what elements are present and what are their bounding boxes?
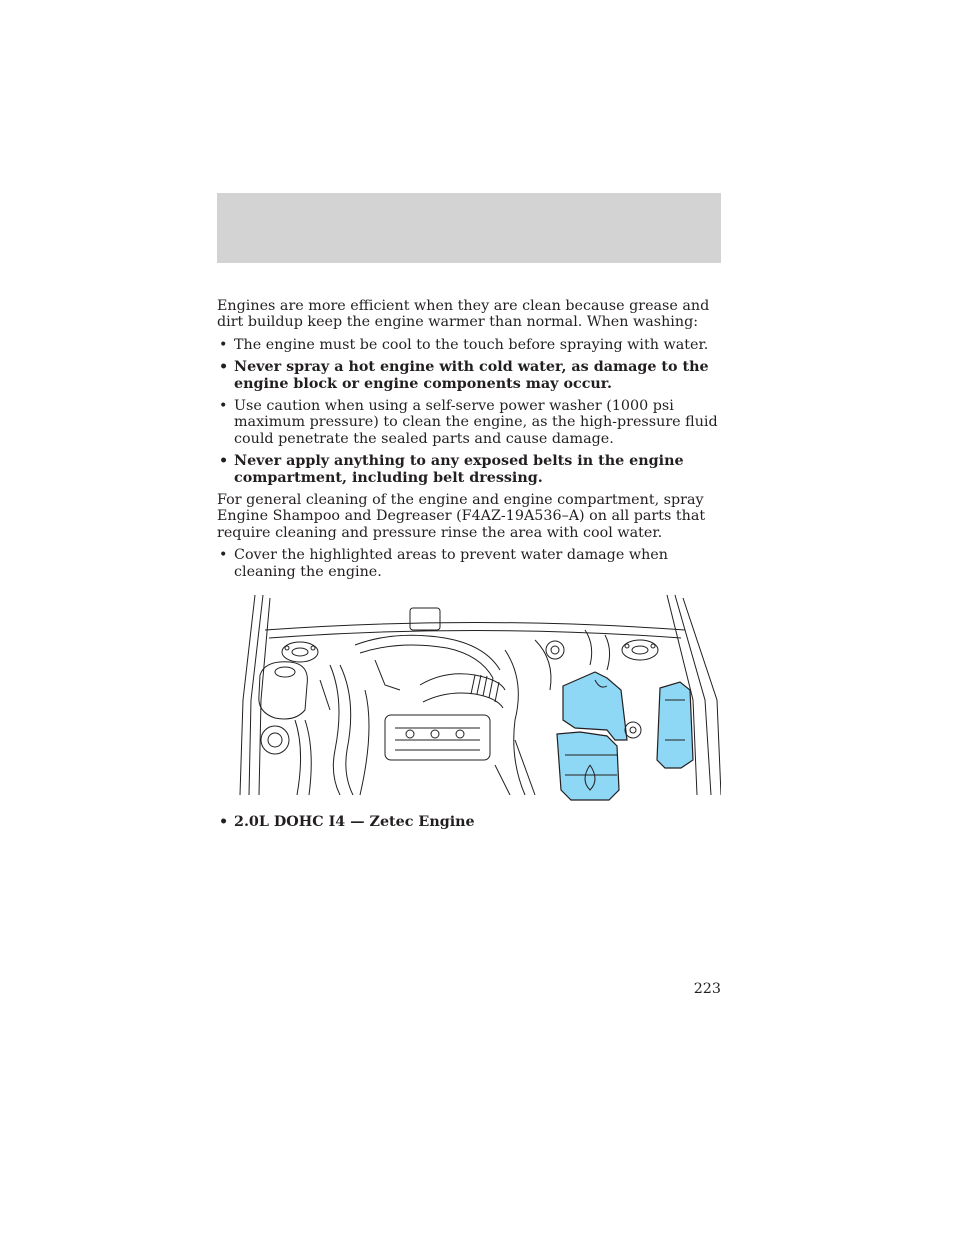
caption-bullet (217, 814, 723, 830)
bullet-glyph: • (219, 547, 228, 564)
bullet-item (217, 337, 723, 353)
body-text (217, 298, 723, 586)
bullet-item-cover (217, 547, 723, 580)
engine-compartment-drawing (235, 590, 721, 802)
engine-illustration (235, 590, 721, 802)
bullet-glyph: • (219, 336, 228, 353)
bullet-text: Cover the highlighted areas to prevent water damage when cleaning the engine. (234, 547, 668, 580)
figure-caption (217, 814, 723, 830)
bullet-item (217, 398, 723, 447)
fuse-box-highlight (657, 682, 693, 768)
bullet-glyph: • (219, 398, 228, 415)
bullet-text: Never apply anything to any exposed belts in the engine compartment, including belt dressing. (234, 453, 684, 486)
bullet-item-warning (217, 453, 723, 486)
header-bar (217, 193, 721, 263)
bullet-text: The engine must be cool to the touch before spraying with water. (234, 336, 709, 353)
intro-paragraph: Engines are more efficient when they are clean because grease and dirt buildup keep the engine warmer than normal. When washing: (217, 298, 710, 331)
bullet-text: Use caution when using a self-serve power washer (1000 psi maximum pressure) to clean the engine, as the high-pressure fluid could penetrate the sealed parts and cause damage. (234, 398, 718, 447)
bullet-glyph: • (219, 453, 229, 470)
caption-text: 2.0L DOHC I4 — Zetec Engine (234, 814, 475, 830)
bullet-item-warning (217, 359, 723, 392)
battery-highlight (557, 732, 619, 800)
general-cleaning-paragraph: For general cleaning of the engine and engine compartment, spray Engine Shampoo and Degreaser (F4AZ-19A536–A) on all parts that require cleaning and pressure rinse the area with cool water. (217, 492, 706, 541)
bullet-glyph: • (219, 814, 229, 830)
page-number: 223 (693, 981, 721, 997)
bullet-glyph: • (219, 359, 229, 376)
bullet-text: Never spray a hot engine with cold water, as damage to the engine block or engine components may occur. (234, 359, 709, 392)
air-cleaner-highlight (563, 672, 627, 740)
